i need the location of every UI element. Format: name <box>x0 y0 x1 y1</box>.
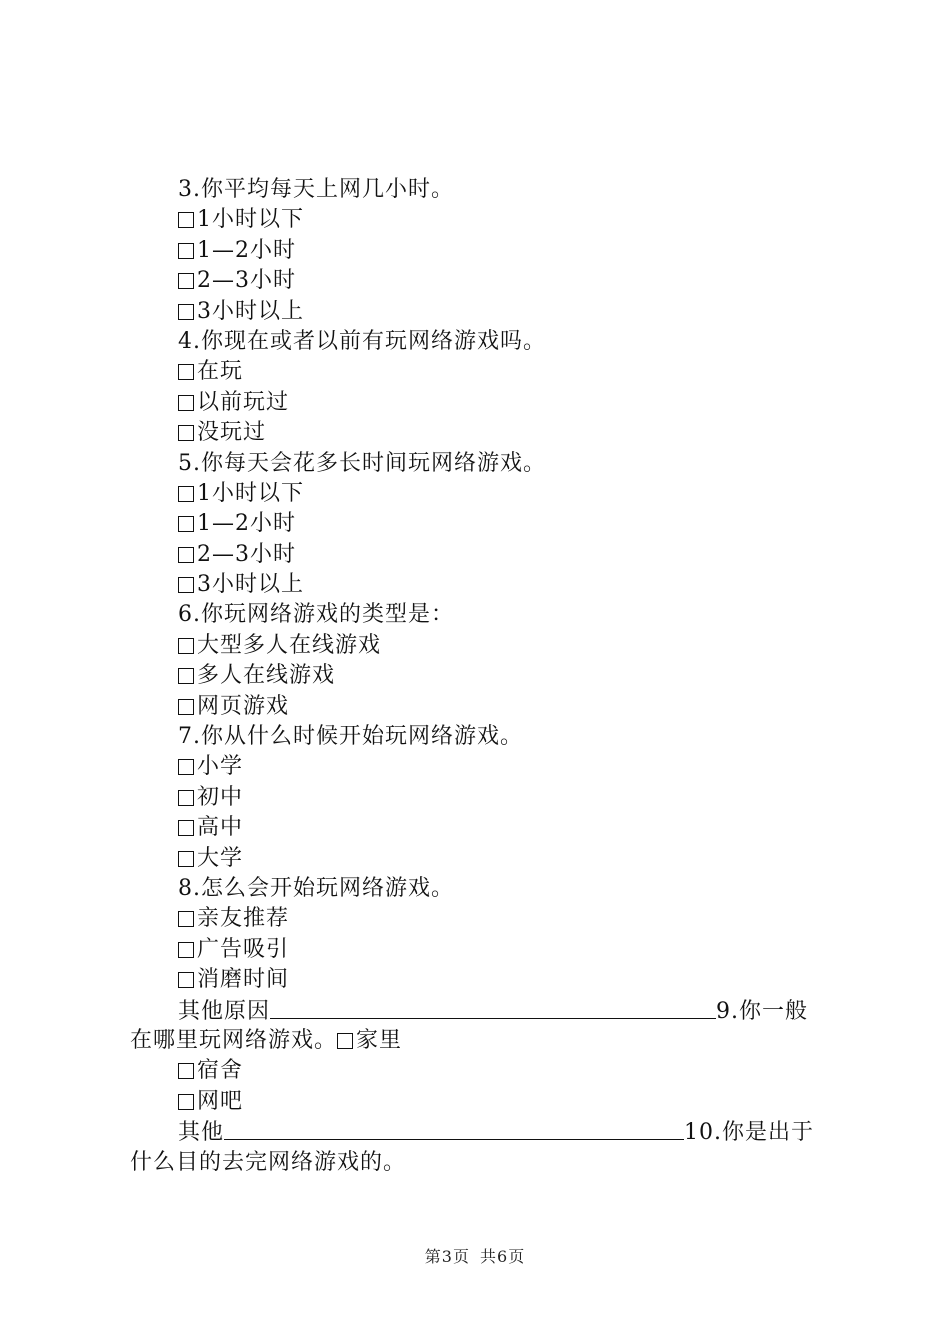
option-label: 广告吸引 <box>197 936 290 962</box>
checkbox-icon[interactable] <box>178 668 194 684</box>
option-label: 大型多人在线游戏 <box>197 632 382 658</box>
option[interactable] <box>130 844 830 874</box>
checkbox-icon[interactable] <box>178 1094 194 1110</box>
other-reason-label: 其他原因 <box>178 998 271 1024</box>
option[interactable] <box>130 1087 830 1117</box>
checkbox-icon[interactable] <box>178 1063 194 1079</box>
option-label: 网吧 <box>197 1088 244 1114</box>
checkbox-icon[interactable] <box>178 911 194 927</box>
q10-wrap-line: 什么目的去完网络游戏的。 <box>130 1149 407 1175</box>
option-label: 在玩 <box>197 359 244 385</box>
checkbox-icon[interactable] <box>178 425 194 441</box>
option[interactable] <box>130 904 830 934</box>
option-label: 消磨时间 <box>197 967 290 993</box>
checkbox-icon[interactable] <box>178 243 194 259</box>
question-7: 7.你从什么时候开始玩网络游戏。 <box>178 724 523 750</box>
checkbox-icon[interactable] <box>178 486 194 502</box>
option[interactable] <box>130 205 830 235</box>
checkbox-icon[interactable] <box>178 547 194 563</box>
page-footer <box>0 1244 950 1267</box>
option[interactable] <box>130 692 830 722</box>
option[interactable] <box>130 935 830 965</box>
option[interactable] <box>130 266 830 296</box>
option-label: 3小时以上 <box>197 572 304 598</box>
survey-content <box>130 175 830 1178</box>
option[interactable] <box>130 570 830 600</box>
checkbox-icon[interactable] <box>178 790 194 806</box>
option-label: 没玩过 <box>197 420 267 446</box>
option[interactable] <box>130 813 830 843</box>
question-5: 5.你每天会花多长时间玩网络游戏。 <box>178 450 546 476</box>
option[interactable] <box>130 418 830 448</box>
checkbox-icon[interactable] <box>178 699 194 715</box>
question-6: 6.你玩网络游戏的类型是： <box>178 602 454 628</box>
page-total: 共6页 <box>480 1247 526 1266</box>
checkbox-icon[interactable] <box>178 364 194 380</box>
checkbox-icon[interactable] <box>178 516 194 532</box>
option-label: 网页游戏 <box>197 693 290 719</box>
option-label: 多人在线游戏 <box>197 663 336 689</box>
option[interactable] <box>130 965 830 995</box>
checkbox-icon[interactable] <box>178 972 194 988</box>
checkbox-icon[interactable] <box>337 1033 353 1049</box>
checkbox-icon[interactable] <box>178 638 194 654</box>
option-label: 高中 <box>197 815 244 841</box>
option-label: 3小时以上 <box>197 298 304 324</box>
q9-other-line <box>130 1117 830 1147</box>
checkbox-icon[interactable] <box>178 942 194 958</box>
option-label: 亲友推荐 <box>197 906 290 932</box>
q9-wrap-line <box>130 1026 830 1056</box>
option[interactable] <box>130 357 830 387</box>
checkbox-icon[interactable] <box>178 759 194 775</box>
option[interactable] <box>130 297 830 327</box>
option-label: 1小时以下 <box>197 480 304 506</box>
option-label: 1—2小时 <box>197 511 296 537</box>
question-9-text: 在哪里玩网络游戏。 <box>130 1027 338 1053</box>
checkbox-icon[interactable] <box>178 851 194 867</box>
checkbox-icon[interactable] <box>178 212 194 228</box>
checkbox-icon[interactable] <box>178 304 194 320</box>
option-label: 1—2小时 <box>197 237 296 263</box>
checkbox-icon[interactable] <box>178 395 194 411</box>
question-10-start: 10.你是出于 <box>684 1120 815 1146</box>
option[interactable] <box>130 783 830 813</box>
option-label: 小学 <box>197 754 244 780</box>
option[interactable] <box>130 479 830 509</box>
option[interactable] <box>130 752 830 782</box>
question-4: 4.你现在或者以前有玩网络游戏吗。 <box>178 328 546 354</box>
question-3: 3.你平均每天上网几小时。 <box>178 177 454 202</box>
option-label: 宿舍 <box>197 1058 244 1084</box>
page-number: 第3页 <box>424 1247 470 1266</box>
other-blank[interactable] <box>224 1117 684 1140</box>
question-8: 8.怎么会开始玩网络游戏。 <box>178 875 454 901</box>
option-label: 2—3小时 <box>197 268 296 294</box>
option-label: 大学 <box>197 845 244 871</box>
option[interactable] <box>130 661 830 691</box>
option-label: 初中 <box>197 784 244 810</box>
option-label: 家里 <box>356 1027 403 1053</box>
q8-other-line <box>130 996 830 1026</box>
option[interactable] <box>130 1056 830 1086</box>
other-reason-blank[interactable] <box>270 996 716 1019</box>
option[interactable] <box>130 540 830 570</box>
checkbox-icon[interactable] <box>178 820 194 836</box>
option[interactable] <box>130 509 830 539</box>
other-label: 其他 <box>178 1120 225 1146</box>
option[interactable] <box>130 631 830 661</box>
checkbox-icon[interactable] <box>178 577 194 593</box>
option[interactable] <box>130 236 830 266</box>
option[interactable] <box>130 388 830 418</box>
option-label: 1小时以下 <box>197 207 304 233</box>
option-label: 2—3小时 <box>197 541 296 567</box>
option[interactable] <box>337 1028 402 1053</box>
question-9-start: 9.你一般 <box>716 998 809 1024</box>
checkbox-icon[interactable] <box>178 273 194 289</box>
option-label: 以前玩过 <box>197 389 290 415</box>
